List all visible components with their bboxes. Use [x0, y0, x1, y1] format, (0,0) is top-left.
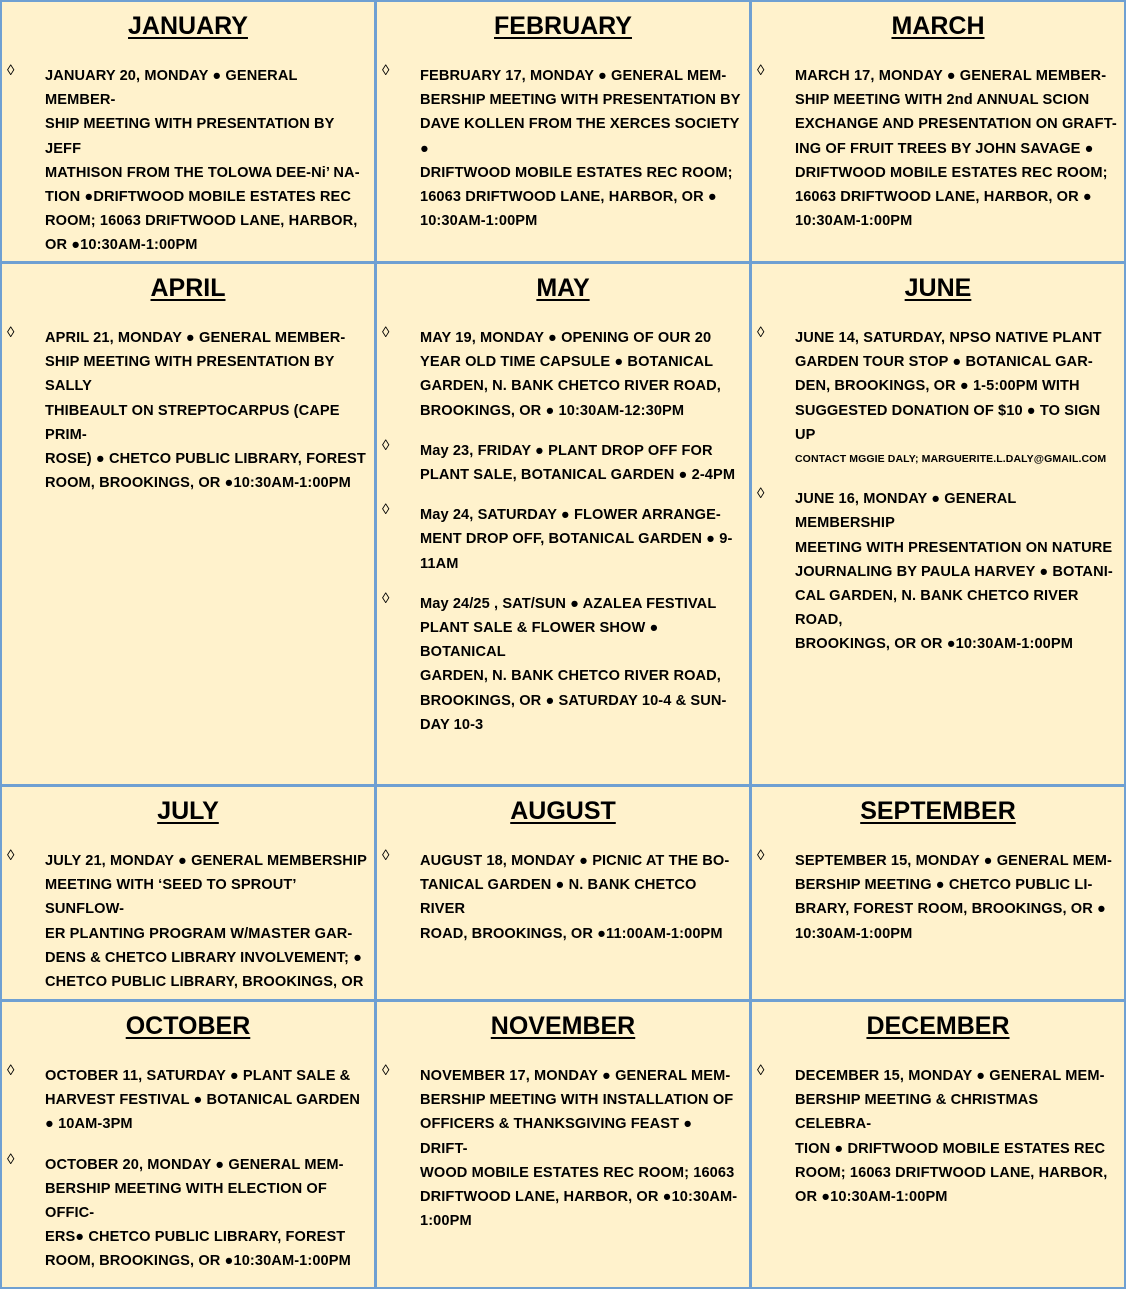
month-heading: JULY: [157, 797, 219, 825]
event-text-line: DAY 10-3: [420, 716, 484, 733]
diamond-bullet-icon: ◊: [7, 62, 15, 79]
month-cell-may: [375, 262, 751, 786]
event-item: [377, 326, 743, 423]
event-text-line: ROSE) ● CHETCO PUBLIC LIBRARY, FOREST: [45, 451, 366, 468]
event-text-line: PLANT SALE, BOTANICAL GARDEN ● 2-4PM: [420, 467, 736, 484]
event-text-line: GARDEN, N. BANK CHETCO RIVER ROAD,: [420, 668, 721, 685]
month-heading: MAY: [536, 274, 590, 302]
event-text-line: May 24/25 , SAT/SUN ● AZALEA FESTIVAL: [420, 595, 717, 612]
event-list: [377, 49, 749, 233]
event-text-line: THIBEAULT ON STREPTOCARPUS (CAPE PRIM-: [45, 402, 340, 443]
event-item: [2, 849, 368, 1018]
month-heading: SEPTEMBER: [860, 797, 1016, 825]
event-text-line: TION ● DRIFTWOOD MOBILE ESTATES REC: [795, 1140, 1106, 1157]
month-heading: DECEMBER: [866, 1012, 1010, 1040]
month-cell-february: [375, 0, 751, 263]
month-cell-january: [0, 0, 376, 263]
event-text-line: MEETING WITH PRESENTATION ON NATURE: [795, 539, 1113, 556]
event-text-line: TANICAL GARDEN ● N. BANK CHETCO RIVER: [420, 877, 697, 918]
event-text-line: CHETCO PUBLIC LIBRARY, BROOKINGS, OR: [45, 974, 364, 991]
event-text-line: BERSHIP MEETING & CHRISTMAS CELEBRA-: [795, 1092, 1039, 1133]
event-text-line: DECEMBER 15, MONDAY ● GENERAL MEM-: [795, 1068, 1105, 1084]
event-text-line: DENS & CHETCO LIBRARY INVOLVEMENT; ●: [45, 949, 363, 966]
event-text-line: DRIFTWOOD MOBILE ESTATES REC ROOM;: [795, 164, 1108, 181]
event-text-line: DRIFTWOOD LANE, HARBOR, OR ●10:30AM-: [420, 1189, 738, 1206]
event-list: [752, 49, 1124, 233]
month-heading: NOVEMBER: [490, 1012, 636, 1040]
event-text-line: YEAR OLD TIME CAPSULE ● BOTANICAL: [420, 354, 714, 371]
event-text-line: 16063 DRIFTWOOD LANE, HARBOR, OR ●: [795, 189, 1092, 206]
event-text-line: MEETING WITH ‘SEED TO SPROUT’ SUNFLOW-: [45, 877, 296, 918]
event-item: [752, 326, 1118, 471]
event-text-line: OR ●10:30AM-1:00PM: [45, 237, 198, 254]
event-text-line: May 23, FRIDAY ● PLANT DROP OFF FOR: [420, 442, 713, 459]
event-list: [2, 49, 374, 258]
event-text-line: JUNE 14, SATURDAY, NPSO NATIVE PLANT: [795, 330, 1102, 346]
event-item: [377, 503, 743, 576]
diamond-bullet-icon: ◊: [757, 485, 765, 503]
diamond-bullet-icon: ◊: [7, 1062, 15, 1079]
event-text-line: FEBRUARY 17, MONDAY ● GENERAL MEM-: [420, 68, 727, 84]
event-text-line: MAY 19, MONDAY ● OPENING OF OUR 20: [420, 330, 712, 346]
event-text-line: ING OF FRUIT TREES BY JOHN SAVAGE ●: [795, 140, 1094, 157]
diamond-bullet-icon: ◊: [382, 324, 390, 341]
month-cell-november: [375, 1000, 751, 1289]
event-text-line: JULY 21, MONDAY ● GENERAL MEMBERSHIP: [45, 853, 367, 869]
month-cell-august: [375, 785, 751, 1001]
event-list: [2, 834, 374, 1018]
event-text-line: BERSHIP MEETING WITH INSTALLATION OF: [420, 1092, 734, 1109]
event-text-line: SHIP MEETING WITH PRESENTATION BY SALLY: [45, 354, 335, 395]
event-list: [752, 311, 1124, 657]
event-text-line: PLANT SALE & FLOWER SHOW ● BOTANICAL: [420, 620, 659, 661]
event-text-line: BROOKINGS, OR ● SATURDAY 10-4 & SUN-: [420, 692, 727, 709]
event-text-line: MENT DROP OFF, BOTANICAL GARDEN ● 9-: [420, 531, 733, 548]
event-list: [377, 1049, 749, 1233]
diamond-bullet-icon: ◊: [382, 589, 390, 607]
diamond-bullet-icon: ◊: [7, 847, 15, 864]
event-text-line: TION ●DRIFTWOOD MOBILE ESTATES REC: [45, 189, 351, 206]
diamond-bullet-icon: ◊: [382, 501, 390, 519]
event-text-line: BRARY, FOREST ROOM, BROOKINGS, OR ●: [795, 901, 1106, 918]
event-text-line: BERSHIP MEETING ● CHETCO PUBLIC LI-: [795, 877, 1093, 894]
event-text-line: JUNE 16, MONDAY ● GENERAL MEMBERSHIP: [795, 491, 1017, 532]
event-item: [752, 1064, 1118, 1209]
diamond-bullet-icon: ◊: [757, 847, 765, 864]
event-list: [2, 1049, 374, 1274]
event-item: [752, 487, 1118, 656]
event-text-line: ROOM, BROOKINGS, OR ●10:30AM-1:00PM: [45, 1253, 351, 1270]
event-list: [377, 834, 749, 946]
month-heading: OCTOBER: [125, 1012, 251, 1040]
event-item: [2, 326, 368, 495]
month-cell-december: [750, 1000, 1126, 1289]
event-text-line: ER PLANTING PROGRAM W/MASTER GAR-: [45, 925, 353, 942]
event-item: [2, 1150, 368, 1274]
event-text-line: ERS● CHETCO PUBLIC LIBRARY, FOREST: [45, 1229, 346, 1246]
event-text-line: ROOM; 16063 DRIFTWOOD LANE, HARBOR,: [795, 1164, 1108, 1181]
event-list: [2, 311, 374, 495]
event-text-line: 1:00PM: [420, 1213, 472, 1230]
event-list: [752, 1049, 1124, 1209]
event-text-line: 10:30AM-1:00PM: [795, 213, 913, 230]
event-text-line: MARCH 17, MONDAY ● GENERAL MEMBER-: [795, 68, 1107, 84]
month-heading: FEBRUARY: [494, 12, 632, 40]
event-text-line: CAL GARDEN, N. BANK CHETCO RIVER ROAD,: [795, 588, 1079, 629]
event-item: [2, 1064, 368, 1137]
month-heading: APRIL: [150, 274, 226, 302]
event-text-line: GARDEN, N. BANK CHETCO RIVER ROAD,: [420, 378, 721, 395]
event-text-line: BROOKINGS, OR OR ●10:30AM-1:00PM: [795, 636, 1073, 653]
event-text-line: 16063 DRIFTWOOD LANE, HARBOR, OR ●: [420, 189, 717, 206]
event-text-line: DAVE KOLLEN FROM THE XERCES SOCIETY ●: [420, 116, 740, 157]
month-cell-march: [750, 0, 1126, 263]
event-text-line: AUGUST 18, MONDAY ● PICNIC AT THE BO-: [420, 853, 730, 869]
event-text-line: NOVEMBER 17, MONDAY ● GENERAL MEM-: [420, 1068, 731, 1084]
event-text-line: SEPTEMBER 15, MONDAY ● GENERAL MEM-: [795, 853, 1112, 869]
event-text-line: ROOM; 16063 DRIFTWOOD LANE, HARBOR,: [45, 213, 358, 230]
month-heading: AUGUST: [510, 797, 616, 825]
event-item: [377, 1064, 743, 1233]
diamond-bullet-icon: ◊: [382, 1062, 390, 1079]
diamond-bullet-icon: ◊: [757, 324, 765, 341]
month-cell-july: [0, 785, 376, 1001]
month-heading: JANUARY: [128, 12, 248, 40]
event-list: [752, 834, 1124, 946]
month-heading: MARCH: [891, 12, 985, 40]
diamond-bullet-icon: ◊: [757, 62, 765, 79]
event-item: [377, 64, 743, 233]
event-text-line: GARDEN TOUR STOP ● BOTANICAL GAR-: [795, 354, 1093, 371]
diamond-bullet-icon: ◊: [7, 1150, 15, 1168]
event-item: [377, 849, 743, 946]
event-text-line: OCTOBER 11, SATURDAY ● PLANT SALE &: [45, 1068, 351, 1084]
event-text-line: APRIL 21, MONDAY ● GENERAL MEMBER-: [45, 330, 346, 346]
event-text-line: May 24, SATURDAY ● FLOWER ARRANGE-: [420, 507, 721, 524]
diamond-bullet-icon: ◊: [382, 62, 390, 79]
event-item: [752, 64, 1118, 233]
event-text-line: OFFICERS & THANKSGIVING FEAST ● DRIFT-: [420, 1116, 693, 1157]
month-heading: JUNE: [904, 274, 972, 302]
event-text-line: OCTOBER 20, MONDAY ● GENERAL MEM-: [45, 1156, 344, 1173]
month-cell-october: [0, 1000, 376, 1289]
month-cell-september: [750, 785, 1126, 1001]
event-text-line: BERSHIP MEETING WITH ELECTION OF OFFIC-: [45, 1180, 327, 1222]
event-text-line: DEN, BROOKINGS, OR ● 1-5:00PM WITH: [795, 378, 1080, 395]
event-item: [752, 849, 1118, 946]
event-text-line: EXCHANGE AND PRESENTATION ON GRAFT-: [795, 116, 1117, 133]
event-contact-line: CONTACT MGGIE DALY; MARGUERITE.L.DALY@GMAIL.COM: [795, 453, 1107, 466]
event-text-line: SHIP MEETING WITH PRESENTATION BY JEFF: [45, 116, 335, 157]
event-text-line: ROOM, BROOKINGS, OR ●10:30AM-1:00PM: [45, 475, 351, 492]
event-text-line: BERSHIP MEETING WITH PRESENTATION BY: [420, 92, 741, 109]
event-text-line: ROAD, BROOKINGS, OR ●11:00AM-1:00PM: [420, 925, 723, 942]
event-text-line: ● 10AM-3PM: [45, 1116, 133, 1133]
event-item: [2, 64, 368, 258]
diamond-bullet-icon: ◊: [382, 436, 390, 454]
event-item: [377, 436, 743, 487]
event-text-line: DRIFTWOOD MOBILE ESTATES REC ROOM;: [420, 164, 733, 181]
event-text-line: JANUARY 20, MONDAY ● GENERAL MEMBER-: [45, 68, 298, 109]
diamond-bullet-icon: ◊: [382, 847, 390, 864]
event-item: [377, 589, 743, 737]
event-text-line: 11AM: [420, 555, 459, 572]
event-text-line: 10:30AM-1:00PM: [795, 925, 913, 942]
event-list: [377, 311, 749, 737]
event-text-line: HARVEST FESTIVAL ● BOTANICAL GARDEN: [45, 1092, 361, 1109]
event-text-line: WOOD MOBILE ESTATES REC ROOM; 16063: [420, 1164, 735, 1181]
month-cell-april: [0, 262, 376, 786]
month-cell-june: [750, 262, 1126, 786]
event-text-line: 10:30AM-1:00PM: [420, 213, 538, 230]
event-text-line: SUGGESTED DONATION OF $10 ● TO SIGN UP: [795, 402, 1101, 443]
diamond-bullet-icon: ◊: [757, 1062, 765, 1079]
event-text-line: JOURNALING BY PAULA HARVEY ● BOTANI-: [795, 563, 1113, 580]
diamond-bullet-icon: ◊: [7, 324, 15, 341]
event-text-line: BROOKINGS, OR ● 10:30AM-12:30PM: [420, 402, 685, 419]
event-text-line: SHIP MEETING WITH 2nd ANNUAL SCION: [795, 92, 1090, 109]
event-text-line: OR ●10:30AM-1:00PM: [795, 1189, 948, 1206]
event-text-line: MATHISON FROM THE TOLOWA DEE-Ni’ NA-: [45, 164, 360, 181]
